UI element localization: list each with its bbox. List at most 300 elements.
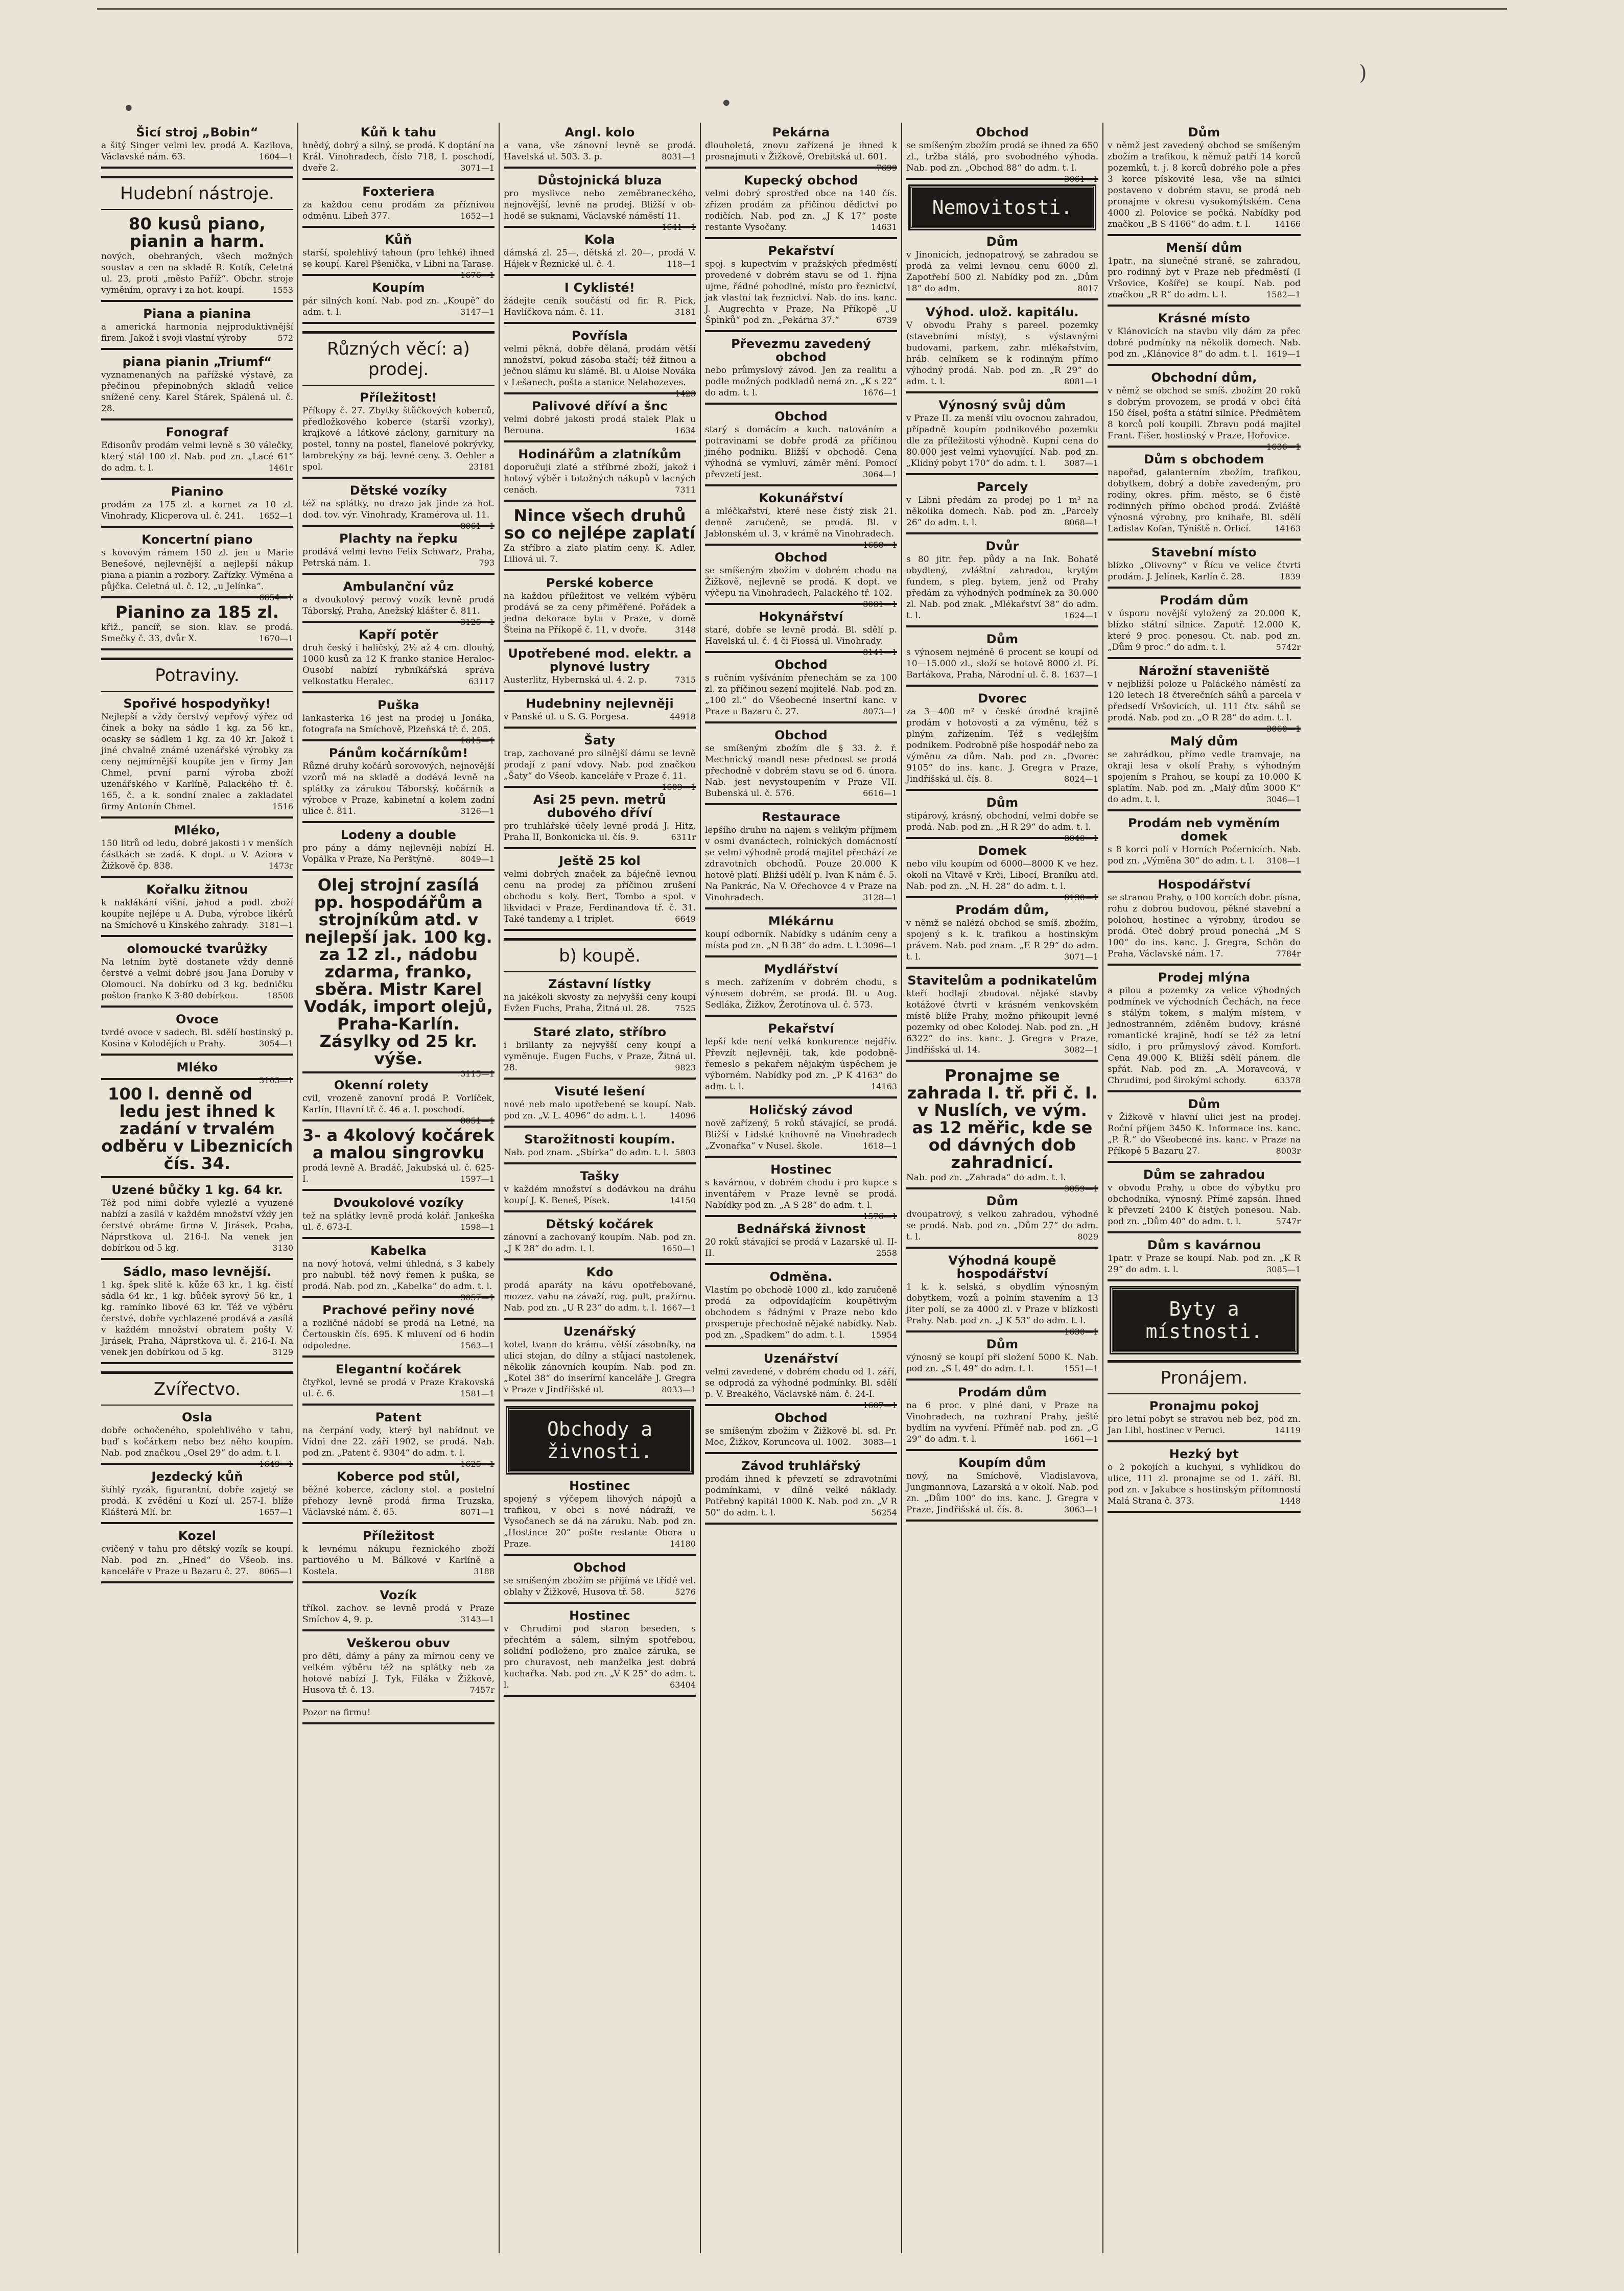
margin-mark: •	[720, 92, 733, 115]
ad-text	[101, 1425, 293, 1469]
ad-text	[906, 918, 1098, 963]
ad-number: 8031—1	[662, 152, 696, 161]
ad-title: Hostinec	[569, 1608, 630, 1623]
ad-title: Dvůr	[985, 539, 1019, 553]
margin-mark: •	[123, 97, 135, 121]
ad-title: Restaurace	[761, 810, 841, 824]
ad-number: 18508	[267, 991, 293, 1000]
ad-divider	[705, 803, 897, 805]
ad-text	[1108, 1182, 1301, 1227]
ad-number: 8049—1	[460, 854, 495, 864]
ad-divider	[504, 847, 696, 849]
classified-ad	[906, 1195, 1098, 1249]
ad-body: běžné koberce, záclony stol. a postelní přehozy levně prodá firma Truzska, Václavské nám. č. 65.	[302, 1485, 495, 1517]
classified-ad	[705, 410, 897, 486]
ad-divider	[302, 1237, 495, 1239]
column-1	[97, 123, 298, 2253]
ad-title: Kola	[584, 232, 615, 247]
ad-text	[504, 591, 696, 636]
ad-divider	[906, 1449, 1098, 1451]
ad-body: velmi zavedené, v dobrém chodu od 1. září, se odprodá za výhodné podmínky. Bl. sdělí p. V. Breakého, Václavské nám. č. 24-I.	[705, 1367, 897, 1399]
ad-number: 1636—1	[1266, 442, 1301, 452]
ad-number: 1676—1	[863, 388, 897, 398]
ad-divider	[101, 300, 293, 302]
classified-ad	[705, 1411, 897, 1454]
classified-ad	[1108, 735, 1301, 811]
ad-text	[302, 498, 495, 531]
ad-title: Hezký byt	[1169, 1447, 1239, 1461]
ad-body: staré, dobře se levně prodá. Bl. sdělí p. Havelská ul. č. 4 či Fiossá ul. Vinohrady.	[705, 625, 897, 646]
ad-title: Elegantní kočárek	[335, 1362, 462, 1376]
ad-body: s kovovým rámem 150 zl. jen u Marie Benešové, nejlevnější a nejlepší nákup piana a pianin a rozbory. Zařízky. Výměna a půjčka. Celetná ul. č. 12, „u Jelínka“.	[101, 548, 293, 592]
ad-text	[1108, 1414, 1301, 1436]
ad-title: Pronajmu pokoj	[1149, 1399, 1259, 1413]
ad-number: 1661—1	[1064, 1434, 1098, 1444]
ad-body: lepší kde není velká konkurence nejdřív. Převzít nejlevněji, tak, kde podobně-řemeslo s pekařem nějakým úspěchem je výborném. Nabídky pod zn. „P K 4163“ do adm. t. l.	[705, 1037, 897, 1092]
ad-title: Patent	[375, 1410, 422, 1424]
classified-ad	[101, 1085, 293, 1178]
ad-text	[1108, 140, 1301, 230]
ad-divider	[705, 237, 897, 239]
classified-ad	[504, 448, 696, 502]
classified-ad	[1108, 878, 1301, 966]
ad-text	[101, 622, 293, 644]
ad-text	[705, 140, 897, 173]
ad-body: lankasterka 16 jest na prodej u Jonáka, fotografa na Smíchově, Plzeňská tř. č. 205.	[302, 713, 495, 735]
ad-body: nebo průmyslový závod. Jen za realitu a podle možných podkladů nemá zn. „K s 22“ do adm. t. l.	[705, 365, 897, 398]
ad-number: 1637—1	[1064, 670, 1098, 680]
ad-body: i brillanty za nejvyšší ceny koupí a vyměnuje. Eugen Fuchs, v Praze, Žitná ul. 28.	[504, 1040, 696, 1073]
ad-divider	[302, 1700, 495, 1702]
ad-number: 3143—1	[460, 1615, 495, 1624]
ad-body: pro truhlářské účely levně prodá J. Hitz, Praha II, Bonkonicka ul. čís. 9.	[504, 821, 696, 843]
section-banner: Byty a místnosti.	[1111, 1288, 1297, 1353]
ad-text	[705, 1425, 897, 1448]
ad-divider	[504, 1258, 696, 1260]
classified-ad	[705, 610, 897, 657]
ad-number: 1618—1	[863, 1141, 897, 1151]
ad-title: Obchod	[774, 550, 828, 565]
ad-text	[504, 1232, 696, 1254]
ad-title: Šicí stroj „Bobin“	[136, 125, 258, 139]
ad-divider	[504, 1554, 696, 1556]
ad-number: 6739	[876, 315, 897, 325]
ad-title: Visuté lešení	[554, 1084, 645, 1098]
ad-title: Dům	[986, 632, 1019, 646]
ad-title: Prodám dům	[1160, 593, 1249, 607]
ad-text	[504, 543, 696, 565]
ad-title: 80 kusů piano, pianin a harm.	[129, 214, 266, 251]
ad-text	[302, 1707, 495, 1718]
ad-body: Nab. pod znam. „Sbírka“ do adm. t. l.	[504, 1148, 669, 1158]
ad-number: 1448	[1280, 1496, 1301, 1506]
ad-title: Staré zlato, stříbro	[533, 1025, 667, 1039]
ad-text	[906, 140, 1098, 184]
ad-text	[906, 1400, 1098, 1445]
ad-title: Kozel	[178, 1529, 217, 1543]
ad-body: Nab. pod zn. „Zahrada“ do adm. t. l.	[906, 1173, 1066, 1183]
ad-body: dámská zl. 25—, dětská zl. 20—, prodá V. Hájek v Řeznické ul. č. 4.	[504, 248, 696, 269]
classified-ad	[302, 1410, 495, 1469]
ad-text	[101, 140, 293, 162]
ad-body: druh český i haličský, 2½ až 4 cm. dlouhý, 1000 kusů za 12 K franko stanice Heraloc-Ousobí nabízí rybníkářská správa velkostatku Heralec.	[302, 643, 495, 687]
ad-text	[504, 188, 696, 232]
ad-text	[101, 1484, 293, 1518]
ad-body: s 8 korci polí v Horních Počernicích. Nab. pod zn. „Výměna 30“ do adm. t. l.	[1108, 845, 1301, 866]
ad-title: Fonograf	[166, 425, 229, 439]
classified-ad	[906, 903, 1098, 969]
ad-body: Pozor na firmu!	[302, 1708, 371, 1718]
classified-ad	[906, 306, 1098, 393]
ad-divider	[302, 1355, 495, 1358]
ad-divider	[302, 821, 495, 823]
ad-text	[504, 748, 696, 792]
ad-body: za 3—400 m² v české úrodné krajině prodám v hotovosti a za výměnu, též s plným zařízením. Též s vedlejším podnikem. Podrobně píše hospodář nebo za výměnu za dům. Nab. pod zn. „Dvorec 9105“ do ins. kanc. J. Gregra v Praze, Jindřišská ul. čís. 8.	[906, 707, 1098, 784]
ad-title: Dětský kočárek	[546, 1217, 654, 1231]
ad-title: Hostinec	[770, 1162, 832, 1177]
ad-text	[504, 869, 696, 925]
ad-title: Puška	[377, 698, 420, 712]
ad-number: 3115—1	[460, 1069, 495, 1079]
ad-title: Kůň k tahu	[360, 125, 437, 139]
ad-body: s výnosem nejméně 6 procent se koupí od 10—15.000 zl., složí se hotově 8000 zl. Pí. Bartákova, Praha, Národní ul. č. 8.	[906, 647, 1098, 680]
ad-text	[906, 858, 1098, 902]
classified-ad	[302, 391, 495, 479]
ad-body: nově zařízený, 5 roků stávající, se prodá. Bližší v Lidské knihovně na Vinohradech „Zvonařka“ v Nusel. škole.	[705, 1118, 897, 1151]
ad-divider	[504, 929, 696, 931]
ad-title: Povřísla	[571, 329, 628, 343]
ad-title: Obchodní dům,	[1151, 370, 1257, 385]
ad-title: Mléko,	[174, 823, 221, 837]
ad-title: Uzenářství	[763, 1351, 839, 1366]
ad-body: a rozličné nádobí se prodá na Letné, na Čertouskin čís. 695. K mluvení od 6 hodin odpoledne.	[302, 1318, 495, 1351]
ad-divider	[504, 322, 696, 324]
classified-ad	[101, 1410, 293, 1469]
ad-body: a americká harmonia nejproduktivnější firem. Jakož i svoji vlastní výroby	[101, 322, 293, 343]
ad-divider	[1108, 871, 1301, 873]
ad-number: 1650—1	[662, 1244, 696, 1253]
ad-body: s kavárnou, v dobrém chodu i pro kupce s inventářem v Praze levně se prodá. Nabídky pod zn. „A S 28“ do adm. t. l.	[705, 1178, 897, 1210]
ad-title: Pekařství	[768, 1021, 834, 1036]
ad-divider	[705, 1452, 897, 1454]
ad-number: 3054—1	[259, 1039, 293, 1048]
ad-divider	[504, 569, 696, 571]
ad-text	[1108, 985, 1301, 1086]
classified-ad	[504, 1266, 696, 1320]
ad-divider	[504, 690, 696, 692]
ad-text	[101, 1279, 293, 1358]
ad-title: Angl. kolo	[564, 125, 635, 139]
ad-divider	[101, 1176, 293, 1178]
ad-body: se zahrádkou, přímo vedle tramvaje, na okraji lesa v okolí Prahy, s výhodným spojením s Prahou, se koupí za 10.000 K splatím. Nab. pod zn. „Malý dům 3000 K“ do adm. t. l.	[1108, 750, 1301, 805]
ad-body: Příkopy č. 27. Zbytky štůčkových koberců, předložkového koberce (starší vzorky), krajkové a látkové záclony, garnitury na postel, tonny na postel, flanelové pokrývky, lambrekýny za báj. levné ceny. 3. Oehler a spol.	[302, 406, 495, 472]
ad-divider	[906, 967, 1098, 969]
ad-text	[705, 825, 897, 903]
ad-body: blízko „Olivovny“ v Řícu ve velice čtvrti prodám. J. Jelínek, Karlín č. 28.	[1108, 560, 1301, 582]
ad-text	[705, 506, 897, 550]
ad-number: 7315	[675, 675, 696, 685]
ad-number: 23181	[468, 462, 495, 472]
ad-body: velmi dobrý sprostřed obce na 140 čís. zřízen prodám za přičinou dědictví po rodičích. Nab. pod zn. „J K 17“ poste restante Vysočany.	[705, 189, 897, 232]
ad-text	[705, 1474, 897, 1518]
classified-ad	[302, 483, 495, 531]
ad-divider	[504, 274, 696, 276]
ad-divider	[504, 392, 696, 394]
ad-number: 3126—1	[460, 806, 495, 816]
classified-ad	[906, 974, 1098, 1062]
ad-body: stipárový, krásný, obchodní, velmi dobře se prodá. Nab. pod zn. „H R 29“ do adm. t. l.	[906, 811, 1098, 832]
ad-body: pár silných koní. Nab. pod zn. „Koupě“ do adm. t. l.	[302, 296, 495, 317]
ad-text	[1108, 467, 1301, 534]
ad-body: tvrdé ovoce v sadech. Bl. sdělí hostinský p. Kosina v Kolodějích u Prahy.	[101, 1027, 293, 1049]
classified-ad	[504, 1479, 696, 1556]
ad-number: 8051—1	[460, 1116, 495, 1126]
ad-body: Též pod nimi dobře vylezlé a vyuzené nabízí a zasílá v každém množství vždy jen čerstvé obráme firma V. Jirásek, Praha, Náprstkova ul. 216-I. Na venek jen dobírkou od 5 kg.	[101, 1198, 293, 1253]
ad-text	[504, 1184, 696, 1206]
classified-ad	[504, 854, 696, 931]
ad-number: 3059—1	[1064, 1184, 1098, 1194]
ad-divider	[906, 1378, 1098, 1381]
ad-number: 1609—1	[662, 782, 696, 792]
ad-body: v Chrudimi pod staron beseden, s přechtém a sálem, silným spotřebou, solidní podloženo, pro znalce záruka, se pro churavost, neb manželka jest dobrá kuchařka. Nab. pod zn. „V K 25“ do adm. t. l.	[504, 1624, 696, 1690]
ad-title: Kapří potěr	[359, 627, 438, 642]
ad-divider	[101, 167, 293, 169]
ad-divider	[504, 1210, 696, 1212]
classified-ad	[1108, 126, 1301, 236]
ad-title: Prodám neb vyměním domek	[1127, 816, 1281, 844]
ad-title: Pianino	[171, 484, 224, 499]
ad-divider	[906, 391, 1098, 393]
ad-title: Hokynářství	[759, 610, 843, 624]
ad-title: Výnosný svůj dům	[938, 398, 1066, 412]
ad-text	[101, 251, 293, 296]
classified-ad	[906, 235, 1098, 300]
ad-title: Parcely	[976, 480, 1028, 494]
ad-text	[302, 642, 495, 687]
classified-ad	[504, 1561, 696, 1604]
ad-body: pro pány a dámy nejlevněji nabízí H. Vopálka v Praze, Na Perštýně.	[302, 843, 495, 864]
ad-number: 8061—1	[460, 521, 495, 531]
ad-number: 3096—1	[863, 941, 897, 950]
ad-text	[1108, 892, 1301, 960]
classified-ad	[101, 824, 293, 878]
ad-body: kteří hodlají zbudovat nějaké stavby kotážové čtvrti v krásném venkovském místě blíže Prahy, možno přikoupit levné pozemky od obec Kolodej. Nab. pod zn. „H 6322“ do ins. kanc. J. Gregra v Praze, Jindřišská ul. 14.	[906, 989, 1098, 1055]
ad-text	[302, 1484, 495, 1518]
ad-text	[906, 249, 1098, 294]
ad-body: v Jinonicích, jednopatrový, se zahradou se prodá za velmi levnou cenu 6000 zl. Zapotřebí 500 zl. Nabídky pod zn. „Dům 18“ do adm.	[906, 250, 1098, 294]
ad-divider	[1108, 1511, 1301, 1513]
ad-title: Prachové peřiny nové	[322, 1303, 475, 1317]
ad-title: Kokunářství	[759, 491, 843, 505]
ad-body: v Žižkově v hlavní ulici jest na prodej. Roční příjem 3450 K. Informace ins. kanc. „P. Ř.“ do Všeobecné ins. kanc. v Praze na Příkopě 5 Bazaru 27.	[1108, 1112, 1301, 1156]
ad-number: 3082—1	[1064, 1045, 1098, 1055]
ad-number: 1667—1	[662, 1303, 696, 1313]
classified-ad	[302, 1303, 495, 1358]
section-heading: b) koupě.	[504, 938, 696, 972]
ad-body: s 80 jitr. řep. půdy a na Ink. Bohatě obydlený, zvláštní zahradou, krytým fundem, s pleg. bytem, jenž od Prahy předám za výhodných podmínek za 30.000 zl. Nab. pod znak. „Mlékařství 38“ do adm. t. l.	[906, 554, 1098, 621]
classified-ad	[302, 1127, 495, 1191]
ad-number: 3130	[272, 1243, 293, 1253]
ad-number: 1473r	[268, 861, 293, 871]
ad-title: Plachty na řepku	[339, 531, 458, 546]
ad-divider	[1108, 1440, 1301, 1442]
ad-text	[1108, 1253, 1301, 1275]
ad-title: Mydlářství	[764, 962, 838, 976]
ad-text	[504, 1040, 696, 1073]
ad-text	[504, 992, 696, 1014]
ad-body: kotel, tvann do krámu, větší zásobníky, na ulici stojan, do dílny a stůjací nastolenek, několik zánovních koupím. Nab. pod zn. „Kotel 38“ do inserírní kanceláře J. Gregra v Praze v Jindřišské ul.	[504, 1340, 696, 1395]
classified-ad	[705, 1459, 897, 1525]
ad-divider	[705, 907, 897, 909]
ad-title: Obchod	[774, 658, 828, 672]
ad-number: 3103—1	[259, 1076, 293, 1085]
ad-text	[705, 1036, 897, 1092]
ad-text	[1108, 679, 1301, 734]
ad-title: Pianino za 185 zl.	[115, 602, 279, 622]
ad-number: 8141—1	[863, 647, 897, 657]
classified-ad	[101, 603, 293, 650]
ad-number: 8003r	[1276, 1146, 1301, 1156]
ad-body: s mech. zařízením v dobrém chodu, s výnosem dobrém, se prodá. Bl. u Aug. Sedláka, Žižkov, Žerotínova ul. č. 573.	[705, 977, 897, 1010]
ad-body: starý s domácím a kuch. natováním a potravinami se dobře prodá za příčinou jiného podniku. Bližší v obchodě. Cena výhodná se vymluví, záměr mění. Pomocí převzetí jest.	[705, 425, 897, 480]
classified-ad	[906, 480, 1098, 534]
ad-title: Mlékárnu	[768, 914, 834, 928]
ad-divider	[906, 1247, 1098, 1249]
ad-body: velmi pěkná, dobře dělaná, prodám větší množství, pokud zásoba stačí; též žitnou a ječnou slámu ku slámě. Bl. u Aloise Nováka v Lešanech, pošta a stanice Nelahozeves.	[504, 344, 696, 388]
ad-body: na 6 proc. v plné dani, v Praze na Vinohradech, na rozhraní Prahy, ještě bydlím na vyvření. Příměř nab. pod zn. „G 29“ do adm. t. l.	[906, 1400, 1098, 1444]
ad-text	[906, 1352, 1098, 1374]
ad-title: Upotřebené mod. elektr. a plynové lustry	[508, 646, 692, 674]
ad-text	[302, 1425, 495, 1469]
ad-text	[705, 672, 897, 717]
classified-ad	[1108, 241, 1301, 307]
ad-divider	[705, 403, 897, 405]
ad-number: 15954	[871, 1330, 897, 1340]
ad-text	[302, 1544, 495, 1577]
ad-title: Olej strojní zasílá pp. hospodářům a strojníkům atd. v nejlepší jak. 100 kg. za 12 zl., nádobu zdarma, franko, sběra. Mistr Karel Vodák, import olejů, Praha-Karlín. Zásylky od 25 kr. výše.	[303, 875, 493, 1068]
ad-body: se smíšeným zbožím se přijímá ve třídě vel. oblahy v Žižkově, Husova tř. 58.	[504, 1576, 696, 1597]
ad-number: 56254	[871, 1508, 897, 1517]
ad-number: 7457r	[469, 1685, 495, 1695]
ad-divider	[101, 648, 293, 650]
ad-number: 3108—1	[1266, 856, 1301, 866]
ad-body: 1patr., na slunečné straně, se zahradou, pro rodinný byt v Praze neb předměstí (I Vršovice, Košíře) se koupí. Nab. pod značkou „R R“ do adm. t. l.	[1108, 256, 1301, 300]
ad-number: 1563—1	[460, 1341, 495, 1350]
ad-body: čtyřkol, levně se prodá v Praze Krakovská ul. č. 6.	[302, 1377, 495, 1399]
ad-number: 8017	[1077, 284, 1098, 293]
ad-number: 1676—1	[460, 270, 495, 280]
ad-divider	[705, 330, 897, 332]
ad-title: Koupím	[372, 280, 425, 295]
classified-ad	[705, 174, 897, 239]
ad-number: 5276	[675, 1587, 696, 1597]
ad-number: 8073—1	[863, 707, 897, 716]
ad-body: nové neb malo upotřebené se koupí. Nab. pod zn. „V. L. 4096“ do adm. t. l.	[504, 1100, 696, 1121]
ad-divider	[504, 1162, 696, 1164]
section-heading: Různých věcí: a) prodej.	[302, 331, 495, 386]
ad-body: Vlastím po obchodě 1000 zl., kdo zaručeně prodá za odpovídajícím koupětivým obchodem s řádnými v Praze nebo kdo prosperuje přechodně nějaké nabídky. Nab. pod zn. „Spadkem“ do adm. t. l.	[705, 1285, 898, 1340]
section-heading: Zvířectvo.	[101, 1371, 293, 1406]
ad-number: 7525	[675, 1003, 696, 1013]
ad-text	[906, 647, 1098, 681]
section-heading: Hudební nástroje.	[101, 176, 293, 210]
classified-ad	[705, 1222, 897, 1265]
ad-text	[1108, 844, 1301, 867]
ad-title: Uzené bůčky 1 kg. 64 kr.	[111, 1183, 283, 1197]
ad-number: 793	[479, 558, 495, 568]
section-heading: Pronájem.	[1108, 1360, 1301, 1394]
classified-ad	[906, 692, 1098, 791]
ad-title: Osla	[182, 1410, 213, 1424]
ad-text	[906, 1281, 1098, 1337]
classified-ad	[705, 658, 897, 723]
ad-body: na jakékoli skvosty za nejvyšší ceny koupí Evžen Fuchs, Praha, Žitná ul. 28.	[504, 992, 696, 1014]
ad-divider	[504, 1602, 696, 1604]
ad-number: 3087—1	[1064, 458, 1098, 468]
ad-number: 14119	[1275, 1425, 1301, 1435]
ad-text	[705, 929, 897, 951]
ad-title: Krásné místo	[1158, 311, 1251, 325]
classified-ad	[705, 337, 897, 405]
ad-body: za každou cenu prodám za příznivou odměnu. Libeň 377.	[302, 200, 495, 221]
ad-divider	[705, 1015, 897, 1017]
ad-text	[504, 1339, 696, 1395]
classified-ad	[504, 977, 696, 1020]
ad-number: 1615—1	[460, 736, 495, 745]
ad-title: Kupecký obchod	[743, 173, 859, 188]
ad-title: Okenní rolety	[334, 1078, 429, 1092]
ad-divider	[504, 640, 696, 642]
ad-text	[1108, 255, 1301, 300]
ad-title: Kdo	[586, 1265, 614, 1279]
ad-body: v nejbližší poloze u Paláckého náměstí za 120 letech 18 čtverečních sáhů a parcela v předsedí Vršovicích, ul. 111 čtv. sáhů se prodá. Nab. pod zn. „O R 28“ do adm. t. l.	[1108, 679, 1301, 723]
classified-ad	[101, 1265, 293, 1364]
classified-ad	[504, 793, 696, 849]
classified-ad	[705, 810, 897, 909]
ad-text	[705, 424, 897, 480]
classified-ad	[1108, 312, 1301, 366]
ad-divider	[705, 1156, 897, 1158]
classified-ad	[101, 532, 293, 602]
classified-ad	[101, 307, 293, 350]
ad-body: v úsporu novější vyložený za 20.000 K, blízko státní silnice. Zapotř. 12.000 K, které 9 proc. ponesou. Ct. nab. pod zn. „Dům 9 proc.“ do adm. t. l.	[1108, 609, 1301, 652]
ad-number: 118—1	[667, 259, 696, 269]
ad-number: 1839	[1280, 572, 1301, 581]
classified-ad	[302, 281, 495, 324]
ad-title: Ještě 25 kol	[559, 854, 641, 868]
ad-divider	[504, 167, 696, 169]
ad-title: 3- a 4kolový kočárek a malou singrovku	[302, 1126, 495, 1162]
ad-number: 8029	[1077, 1232, 1098, 1242]
section-banner: Nemovitosti.	[910, 186, 1095, 229]
ad-title: Koncertní piano	[142, 532, 253, 547]
ad-title: Stavitelům a podnikatelům	[907, 973, 1097, 988]
ad-divider	[504, 727, 696, 729]
ad-number: 1461r	[268, 463, 293, 473]
ad-number: 8033—1	[662, 1385, 696, 1394]
ad-number: 3063—1	[1064, 1505, 1098, 1514]
ad-number: 8065—1	[259, 1567, 293, 1576]
ad-divider	[101, 1258, 293, 1260]
ad-body: v němž se obchod se smíš. zbožím 20 roků s dobrým provozem, se prodá v obci čítá 150 čísel, pošta a státní silnice. Předmětem 8 korců polí koupili. Zbravu podá majitel Frant. Fišer, hostinský v Praze, Hořovice.	[1108, 386, 1301, 441]
ad-divider	[302, 226, 495, 228]
classified-ad	[302, 746, 495, 823]
classified-ad	[504, 647, 696, 692]
ad-text	[906, 320, 1098, 387]
classified-ad	[1108, 816, 1301, 873]
ad-text	[705, 1118, 897, 1152]
classified-ad	[504, 173, 696, 232]
